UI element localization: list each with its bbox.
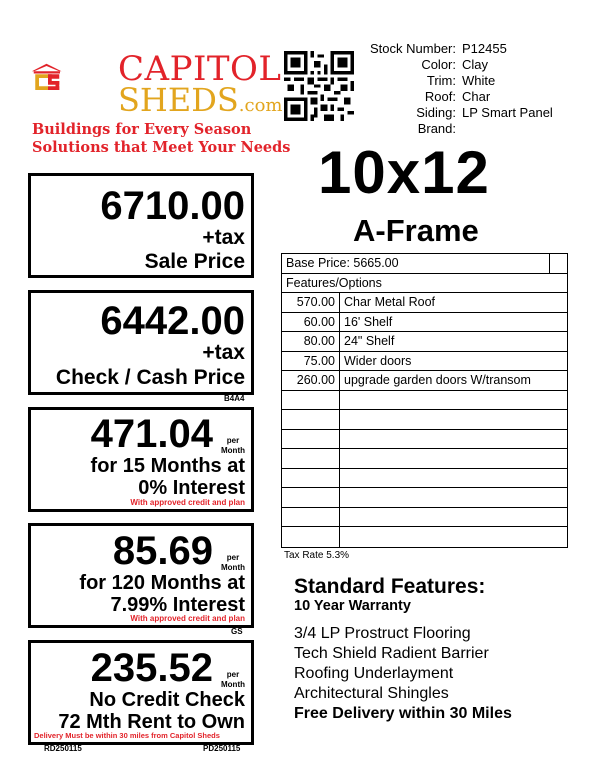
spec-value: P12455 bbox=[462, 41, 507, 56]
spec-key: Roof: bbox=[424, 89, 456, 104]
shed-style: A-Frame bbox=[353, 213, 479, 248]
spec-row bbox=[368, 57, 553, 73]
cash-price-code: B4A4 bbox=[224, 394, 245, 403]
spec-row bbox=[368, 41, 553, 57]
sale-price-tax: +tax bbox=[202, 226, 245, 249]
table-row bbox=[282, 449, 567, 469]
spec-value: Char bbox=[462, 89, 491, 104]
table-row bbox=[282, 332, 567, 352]
tax-rate: Tax Rate 5.3% bbox=[284, 550, 350, 561]
rent-to-own-box bbox=[28, 640, 254, 745]
option-price bbox=[282, 469, 340, 488]
standard-features-list bbox=[294, 624, 512, 724]
table-row bbox=[282, 527, 567, 547]
option-price: 60.00 bbox=[282, 313, 340, 332]
option-price bbox=[282, 508, 340, 527]
list-item: Architectural Shingles bbox=[294, 685, 449, 702]
finance-120-line1: for 120 Months at bbox=[79, 572, 245, 594]
option-desc bbox=[340, 508, 567, 527]
finance-120-per: per Month bbox=[221, 553, 245, 572]
table-row bbox=[282, 469, 567, 489]
table-row bbox=[282, 391, 567, 411]
standard-features-title: Standard Features: bbox=[294, 575, 486, 598]
finance-120-line2: 7.99% Interest bbox=[110, 594, 245, 616]
table-row bbox=[282, 410, 567, 430]
option-price bbox=[282, 449, 340, 468]
rto-code-right: PD250115 bbox=[203, 744, 241, 753]
option-desc: Char Metal Roof bbox=[344, 295, 436, 309]
base-price: Base Price: 5665.00 bbox=[282, 254, 550, 273]
option-price: 75.00 bbox=[282, 352, 340, 371]
option-desc: upgrade garden doors W/transom bbox=[344, 373, 531, 387]
spec-key: Stock Number: bbox=[370, 41, 456, 56]
spec-list bbox=[368, 41, 553, 137]
option-desc: 16' Shelf bbox=[344, 314, 393, 329]
option-desc: 24" Shelf bbox=[344, 334, 395, 348]
table-row bbox=[282, 293, 567, 313]
spec-row bbox=[368, 73, 553, 89]
tagline-2: Solutions that Meet Your Needs bbox=[32, 139, 291, 156]
sale-price-box bbox=[28, 173, 254, 278]
finance-15-line2: 0% Interest bbox=[138, 477, 245, 499]
qr-code bbox=[284, 49, 354, 123]
sale-price-amount: 6710.00 bbox=[100, 184, 245, 228]
cash-price-tax: +tax bbox=[202, 341, 245, 364]
rto-line1: No Credit Check bbox=[89, 689, 245, 711]
spec-key: Siding: bbox=[416, 105, 456, 120]
table-row bbox=[282, 313, 567, 333]
spec-key: Color: bbox=[421, 57, 456, 72]
rto-line2: 72 Mth Rent to Own bbox=[58, 711, 245, 733]
free-delivery: Free Delivery within 30 Miles bbox=[294, 705, 512, 722]
option-price bbox=[282, 527, 340, 547]
finance-15-amount: 471.04 bbox=[90, 412, 213, 456]
option-price: 570.00 bbox=[282, 293, 340, 312]
option-price bbox=[282, 391, 340, 410]
finance-15-per: per Month bbox=[221, 436, 245, 455]
rto-code-left: RD250115 bbox=[44, 744, 82, 753]
option-price bbox=[282, 488, 340, 507]
shed-size: 10x12 bbox=[318, 139, 490, 206]
logo-name-2: SHEDS.com bbox=[118, 81, 283, 119]
option-desc bbox=[340, 527, 567, 547]
base-price-row bbox=[282, 254, 567, 274]
list-item: Tech Shield Radient Barrier bbox=[294, 645, 489, 662]
spec-value: LP Smart Panel bbox=[462, 105, 553, 120]
finance-15-box bbox=[28, 407, 254, 512]
option-desc bbox=[340, 488, 567, 507]
option-desc bbox=[340, 430, 567, 449]
option-desc: Wider doors bbox=[344, 353, 412, 368]
finance-120-note: With approved credit and plan bbox=[130, 614, 245, 623]
table-row bbox=[282, 430, 567, 450]
finance-15-line1: for 15 Months at bbox=[90, 455, 245, 477]
finance-120-code: GS bbox=[231, 627, 243, 636]
cash-price-amount: 6442.00 bbox=[100, 299, 245, 343]
sale-price-label: Sale Price bbox=[144, 250, 245, 273]
table-row bbox=[282, 508, 567, 528]
spec-key: Brand: bbox=[417, 121, 456, 136]
table-row bbox=[282, 371, 567, 391]
features-header: Features/Options bbox=[282, 274, 567, 293]
spec-key: Trim: bbox=[426, 73, 456, 88]
list-item: 3/4 LP Prostruct Flooring bbox=[294, 625, 471, 642]
spec-row bbox=[368, 89, 553, 105]
option-price bbox=[282, 410, 340, 429]
finance-15-note: With approved credit and plan bbox=[130, 498, 245, 507]
option-price: 80.00 bbox=[282, 332, 340, 351]
finance-120-box bbox=[28, 523, 254, 628]
table-row bbox=[282, 488, 567, 508]
tagline-1: Buildings for Every Season bbox=[32, 121, 252, 138]
rto-note: Delivery Must be within 30 miles from Capitol Sheds bbox=[34, 731, 220, 740]
features-table bbox=[281, 253, 568, 548]
list-item: Roofing Underlayment bbox=[294, 665, 454, 682]
spec-value: Clay bbox=[462, 57, 489, 72]
rto-amount: 235.52 bbox=[90, 646, 213, 690]
table-row bbox=[282, 352, 567, 372]
option-price: 260.00 bbox=[282, 371, 340, 390]
option-desc bbox=[340, 469, 567, 488]
option-desc bbox=[340, 410, 567, 429]
logo-name: CAPITOL bbox=[118, 49, 282, 89]
spec-row bbox=[368, 121, 553, 137]
warranty: 10 Year Warranty bbox=[294, 598, 411, 614]
spec-row bbox=[368, 105, 553, 121]
cash-price-label: Check / Cash Price bbox=[55, 366, 245, 389]
cash-price-box bbox=[28, 290, 254, 395]
option-desc bbox=[340, 391, 567, 410]
option-price bbox=[282, 430, 340, 449]
finance-120-amount: 85.69 bbox=[112, 529, 213, 573]
rto-per: per Month bbox=[221, 670, 245, 689]
capitol-sheds-logo bbox=[30, 38, 120, 118]
option-desc bbox=[340, 449, 567, 468]
spec-value: White bbox=[462, 73, 496, 88]
